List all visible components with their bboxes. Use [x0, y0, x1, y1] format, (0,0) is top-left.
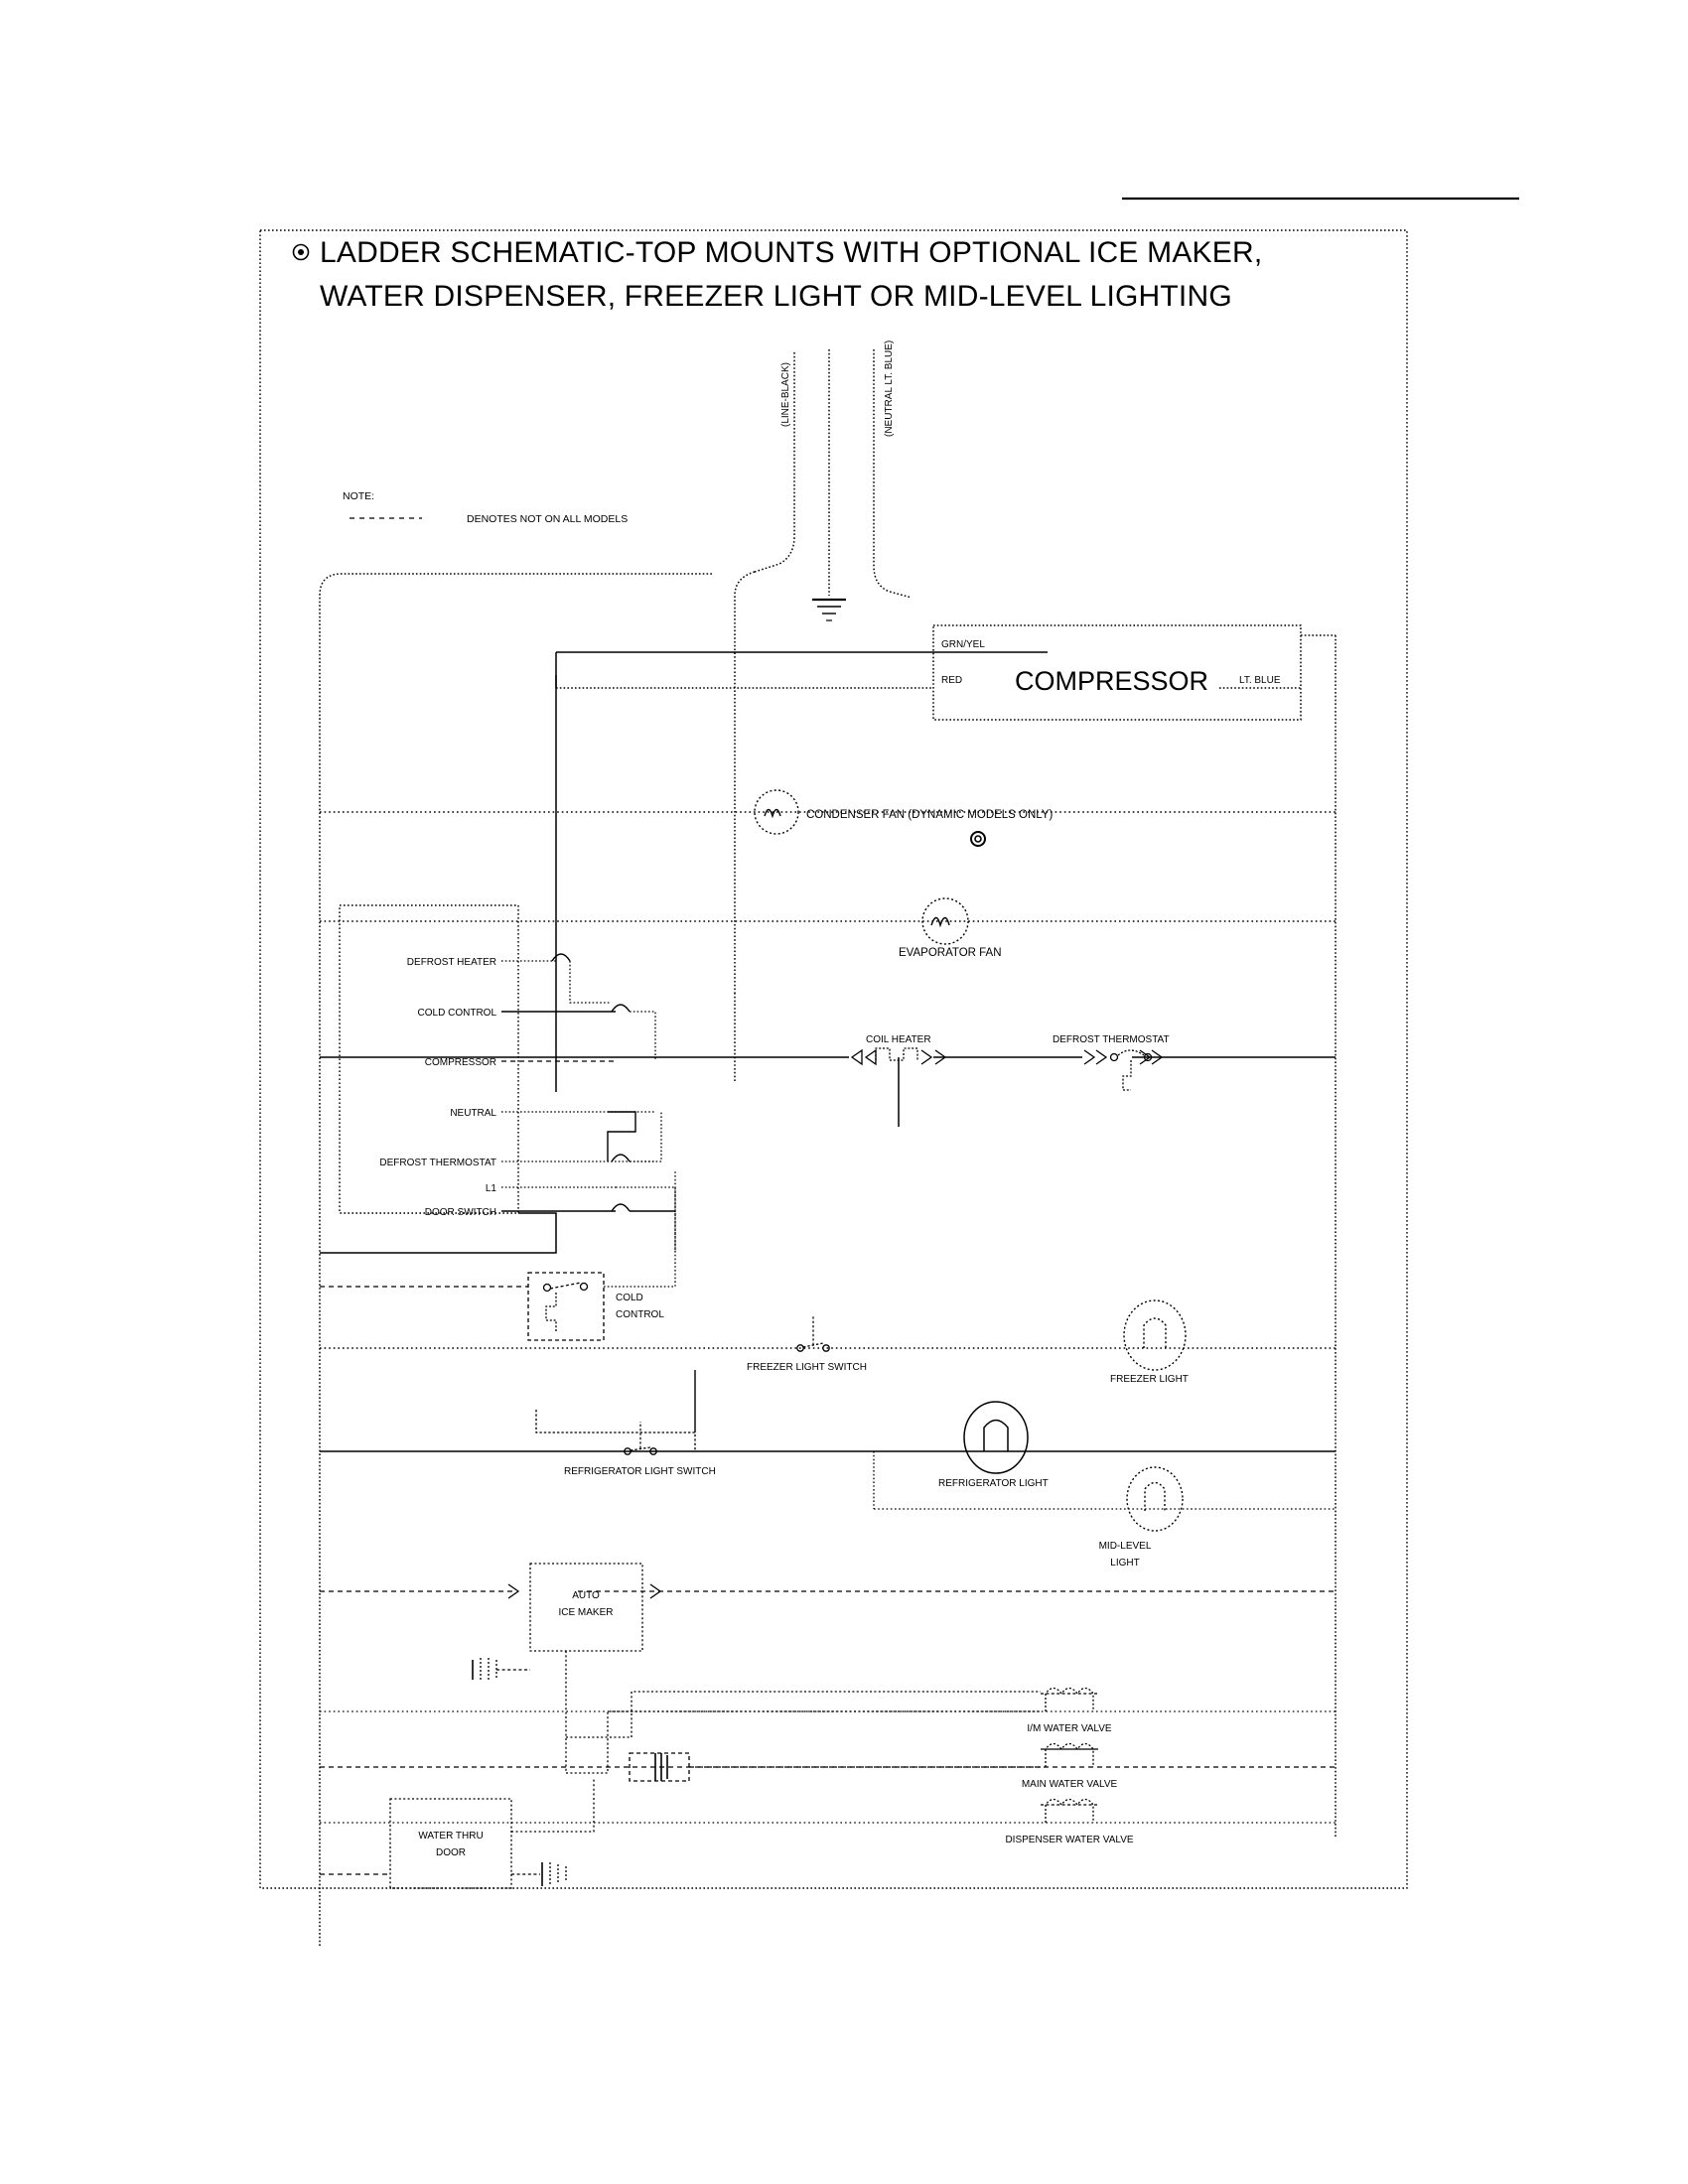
dispenser-water-valve-label: DISPENSER WATER VALVE — [1005, 1835, 1134, 1845]
midlevel-light-label-1: MID-LEVEL — [1098, 1541, 1152, 1552]
evaporator-fan-label: EVAPORATOR FAN — [899, 947, 1002, 959]
neutral-lt-blue-label: (NEUTRAL LT. BLUE) — [884, 340, 895, 437]
note-text: DENOTES NOT ON ALL MODELS — [467, 513, 629, 525]
freezer-light-switch-label: FREEZER LIGHT SWITCH — [747, 1362, 867, 1373]
terminal-label-defrost-heater: DEFROST HEATER — [406, 957, 496, 968]
defrost-thermostat-label: DEFROST THERMOSTAT — [1053, 1034, 1170, 1045]
auto-ice-maker-label-1: AUTO — [572, 1590, 600, 1601]
cold-control-label-1: COLD — [616, 1293, 643, 1303]
midlevel-light-label-2: LIGHT — [1110, 1558, 1140, 1569]
auto-ice-maker-label-2: ICE MAKER — [558, 1607, 614, 1618]
compressor-label: COMPRESSOR — [1015, 666, 1209, 696]
refrigerator-light-switch-label: REFRIGERATOR LIGHT SWITCH — [564, 1466, 716, 1477]
condenser-fan-label: CONDENSER FAN (DYNAMIC MODELS ONLY) — [806, 809, 1054, 821]
terminal-label-neutral: NEUTRAL — [450, 1108, 496, 1119]
lt-blue-label: LT. BLUE — [1239, 675, 1281, 686]
terminal-label-defrost-thermostat: DEFROST THERMOSTAT — [379, 1158, 496, 1168]
terminal-label-door-switch: DOOR SWITCH — [424, 1207, 496, 1218]
red-label: RED — [941, 675, 963, 686]
cold-control-label-2: CONTROL — [616, 1309, 664, 1320]
main-water-valve-label: MAIN WATER VALVE — [1021, 1779, 1118, 1790]
coil-heater-label: COIL HEATER — [866, 1034, 931, 1045]
refrigerator-light-label: REFRIGERATOR LIGHT — [938, 1478, 1049, 1489]
terminal-label-compressor: COMPRESSOR — [424, 1057, 496, 1068]
terminal-label-cold-control: COLD CONTROL — [417, 1008, 496, 1019]
terminal-label-l1: L1 — [485, 1183, 496, 1194]
im-water-valve-label: I/M WATER VALVE — [1027, 1723, 1112, 1734]
water-thru-door-label-2: DOOR — [436, 1847, 466, 1858]
title-line-2: WATER DISPENSER, FREEZER LIGHT OR MID-LEVEL LIGHTING — [320, 280, 1232, 313]
grn-yel-label: GRN/YEL — [941, 639, 985, 650]
line-black-label: (LINE-BLACK) — [780, 361, 791, 427]
freezer-light-label: FREEZER LIGHT — [1110, 1374, 1189, 1385]
note-heading: NOTE: — [343, 490, 375, 502]
water-thru-door-label-1: WATER THRU — [418, 1831, 484, 1842]
title-line-1: LADDER SCHEMATIC-TOP MOUNTS WITH OPTIONAL ICE MAKER, — [320, 236, 1263, 269]
